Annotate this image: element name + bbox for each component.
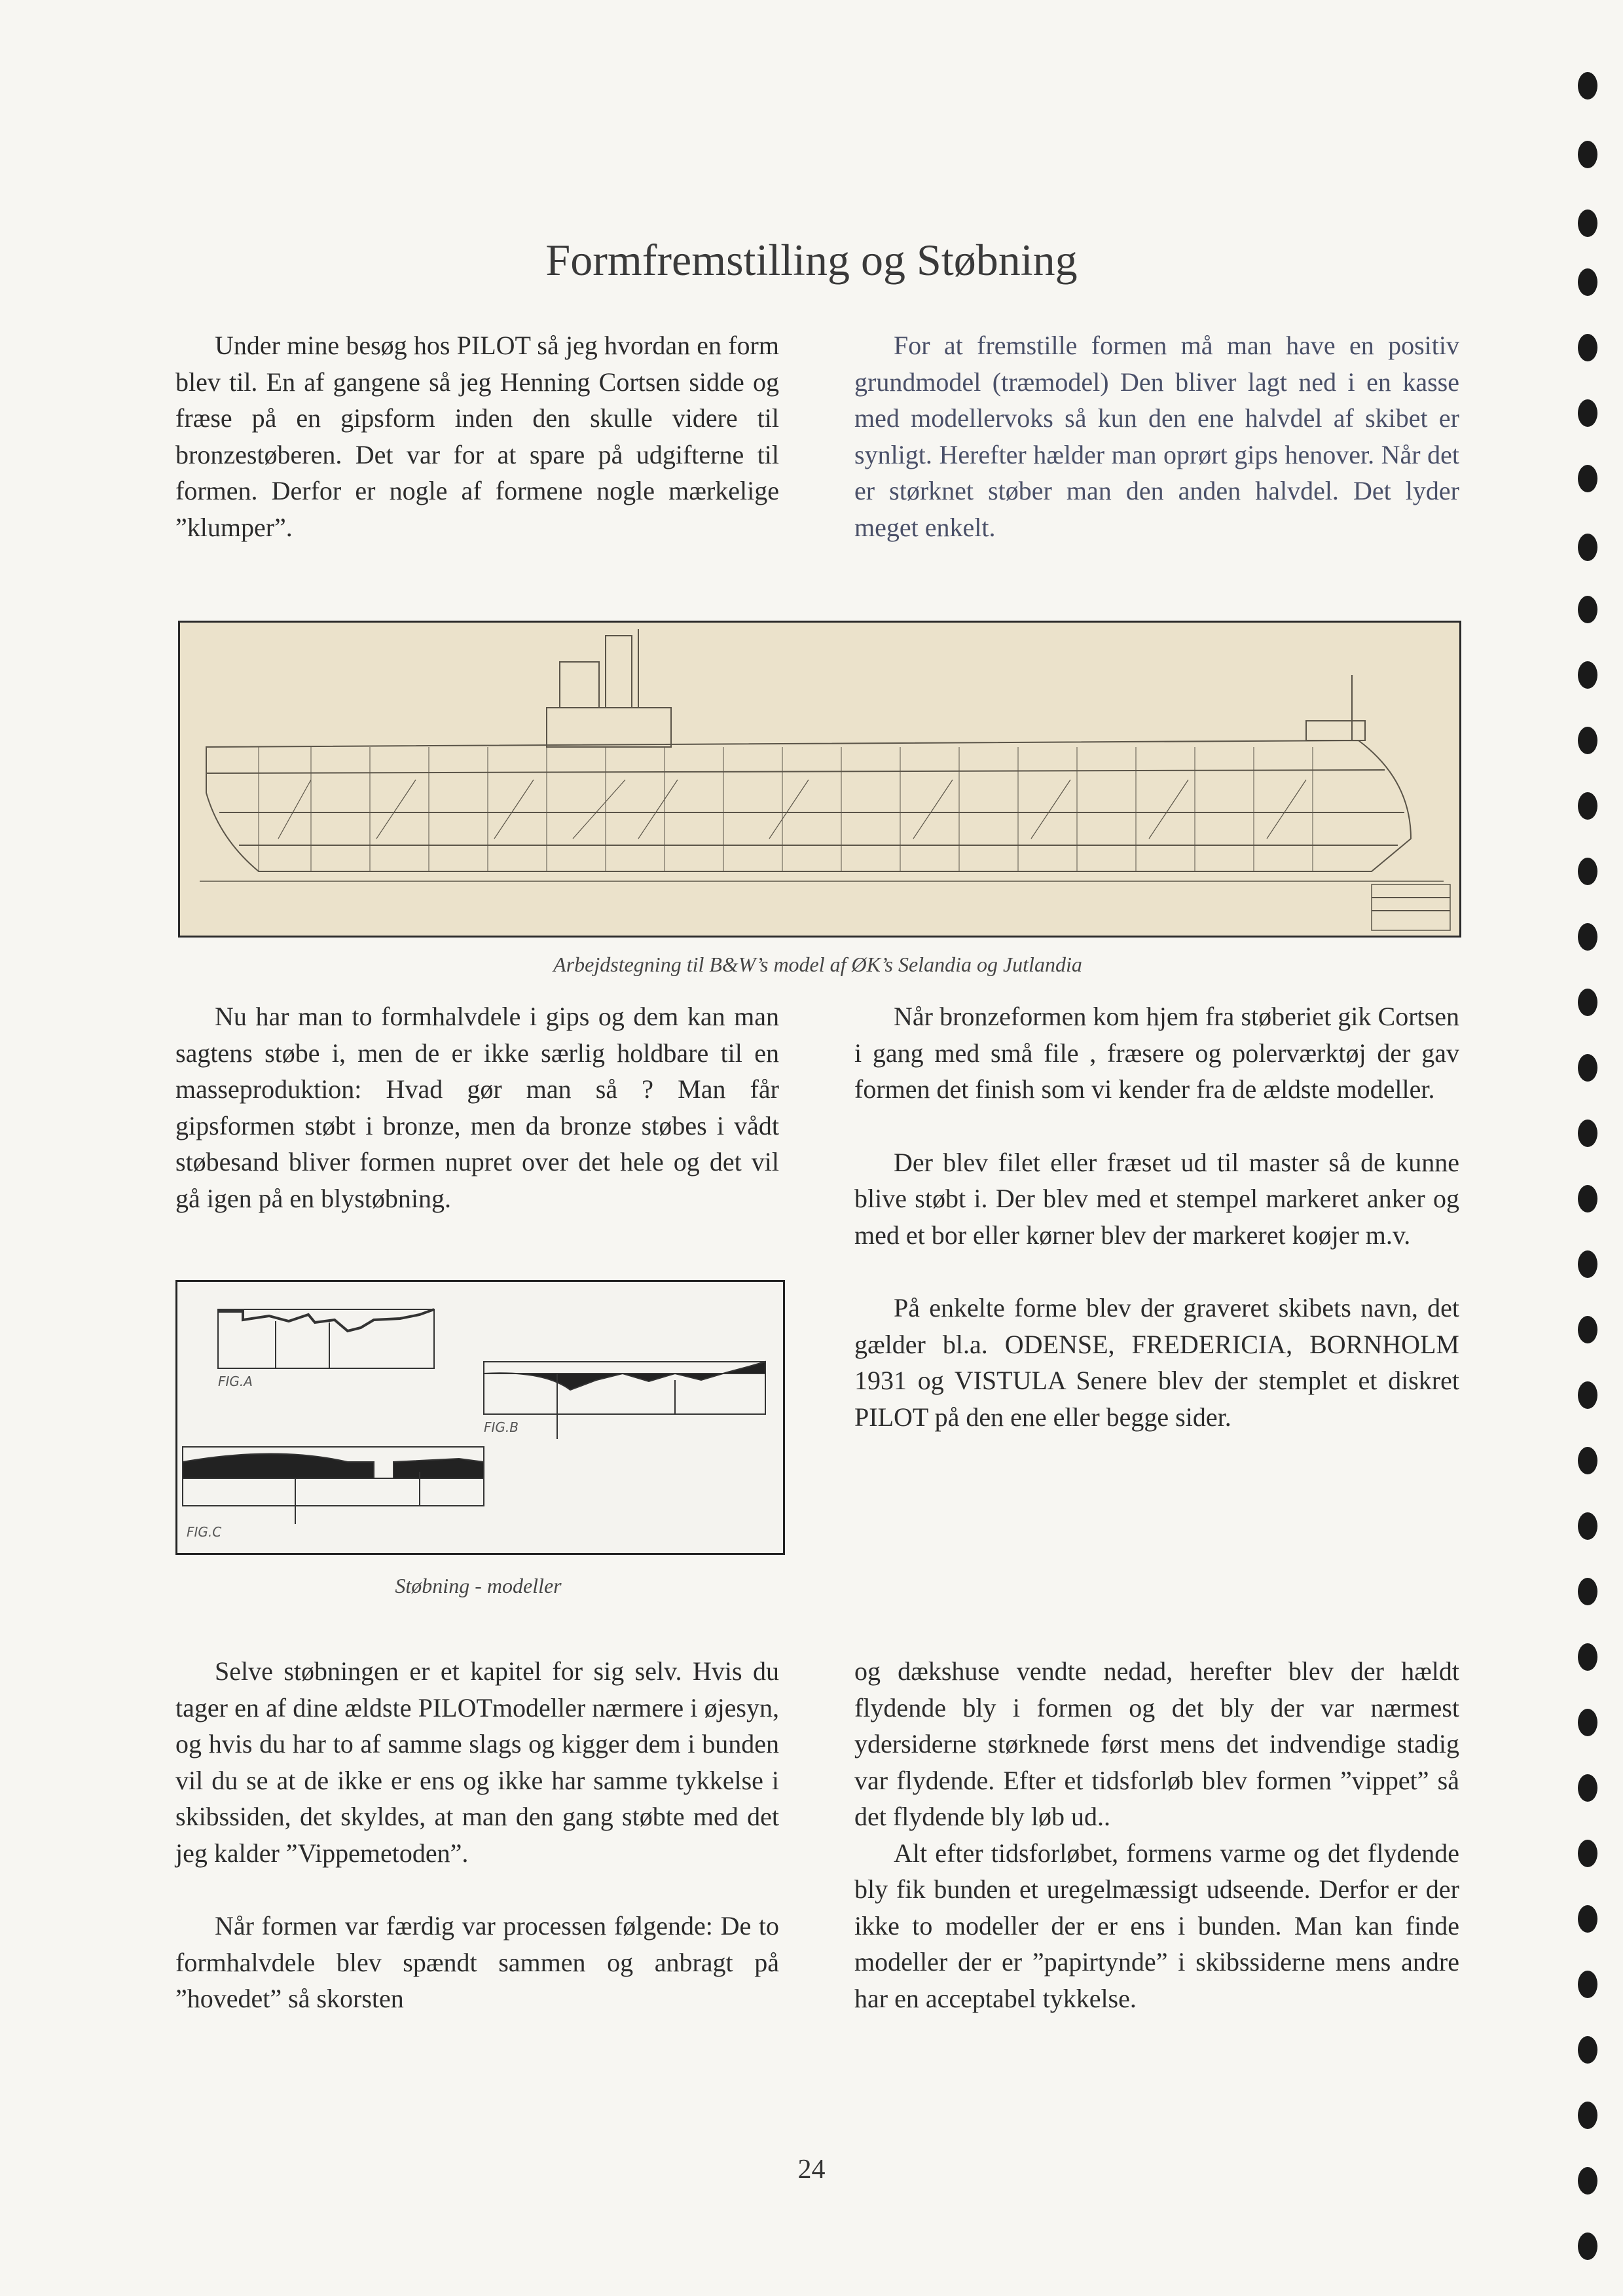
- casting-molds-figure: [175, 1280, 785, 1555]
- mid-right-paragraph: Der blev filet eller fræset ud til master så de kunne blive støbt i. Der blev med et stempel markeret anker og med et bor eller kørner blev der markeret koøjer m.v.: [854, 1147, 1459, 1250]
- page-number: 24: [797, 2155, 826, 2185]
- ship-drawing-figure: [178, 621, 1461, 938]
- mid-left-column: [175, 998, 779, 1216]
- ship-drawing-caption: Arbejdstegning til B&W’s model af ØK’s Selandia og Jutlandia: [553, 953, 1082, 976]
- spiral-binding: [1578, 0, 1617, 2296]
- page-title: Formfremstilling og Støbning: [545, 235, 1078, 285]
- fig-b-label: FIG.B: [484, 1419, 519, 1435]
- intro-right-column: [854, 327, 1459, 545]
- fig-a-label: FIG.A: [218, 1374, 253, 1389]
- intro-left-column: [175, 327, 779, 545]
- mid-right-paragraph: Når bronzeformen kom hjem fra støberiet gik Cortsen i gang med små file , fræsere og polerværktøj der gav formen det finish som vi kender fra de ældste modeller.: [854, 1002, 1459, 1104]
- mid-right-paragraph: På enkelte forme blev der graveret skibets navn, det gælder bl.a. ODENSE, FREDERICIA, BORNHOLM 1931 og VISTULA Senere blev der stemplet et diskret PILOT på den ene eller begge sider.: [854, 1293, 1459, 1432]
- molds-caption: Støbning - modeller: [395, 1574, 562, 1597]
- bottom-left-column: [175, 1653, 779, 2017]
- bottom-right-paragraph: og dækshuse vendte nedad, herefter blev der hældt flydende bly i formen og det bly der var nærmest ydersiderne størknede først mens det indvendige stadig var flydende. Efter et tidsforløb blev formen ”vippet” så det flydende bly løb ud..: [854, 1656, 1459, 1831]
- molds-illustration: [177, 1282, 783, 1553]
- mid-right-column: [854, 998, 1459, 1435]
- mid-left-paragraph: Nu har man to formhalvdele i gips og dem kan man sagtens støbe i, men de er ikke særlig holdbare til en masseproduktion: Hvad gør man så ? Man får gipsformen støbt i bronze, men da bronze støbes i vådt støbesand bliver formen nupret over det hele og det vil gå igen på en blystøbning.: [175, 1002, 779, 1213]
- bottom-right-column: [854, 1653, 1459, 2016]
- bottom-left-paragraph: Selve støbningen er et kapitel for sig selv. Hvis du tager en af dine ældste PILOTmodeller nærmere i øjesyn, og hvis du har to af samme slags og kigger dem i bunden vil du se at de ikke er ens og ikke har samme tykkelse i skibssiden, det skyldes, at man den gang støbte med det jeg kalder ”Vippemetoden”.: [175, 1656, 779, 1868]
- bottom-right-paragraph: Alt efter tidsforløbet, formens varme og det flydende bly fik bunden et uregelmæssigt udseende. Derfor er der ikke to modeller der er ens i bunden. Man kan finde modeller der er ”papirtynde” i skibssiderne mens andre har en acceptabel tykkelse.: [854, 1838, 1459, 2013]
- fig-c-label: FIG.C: [187, 1524, 222, 1540]
- bottom-left-paragraph: Når formen var færdig var processen følgende: De to formhalvdele blev spændt sammen og anbragt på ”hovedet” så skorsten: [175, 1911, 779, 2013]
- intro-left-paragraph: Under mine besøg hos PILOT så jeg hvordan en form blev til. En af gangene så jeg Henning Cortsen sidde og fræse på en gipsform inden den skulle videre til bronzestøberen. Det var for at spare på udgifterne til formen. Derfor er nogle af formene nogle mærkelige ”klumper”.: [175, 331, 779, 542]
- ship-blueprint-illustration: [180, 623, 1459, 936]
- intro-right-paragraph: For at fremstille formen må man have en positiv grundmodel (træmodel) Den bliver lagt ned i en kasse med modellervoks så kun den ene halvdel af skibet er synligt. Herefter hælder man oprørt gips henover. Når det er størknet støber man den anden halvdel. Det lyder meget enkelt.: [854, 331, 1459, 542]
